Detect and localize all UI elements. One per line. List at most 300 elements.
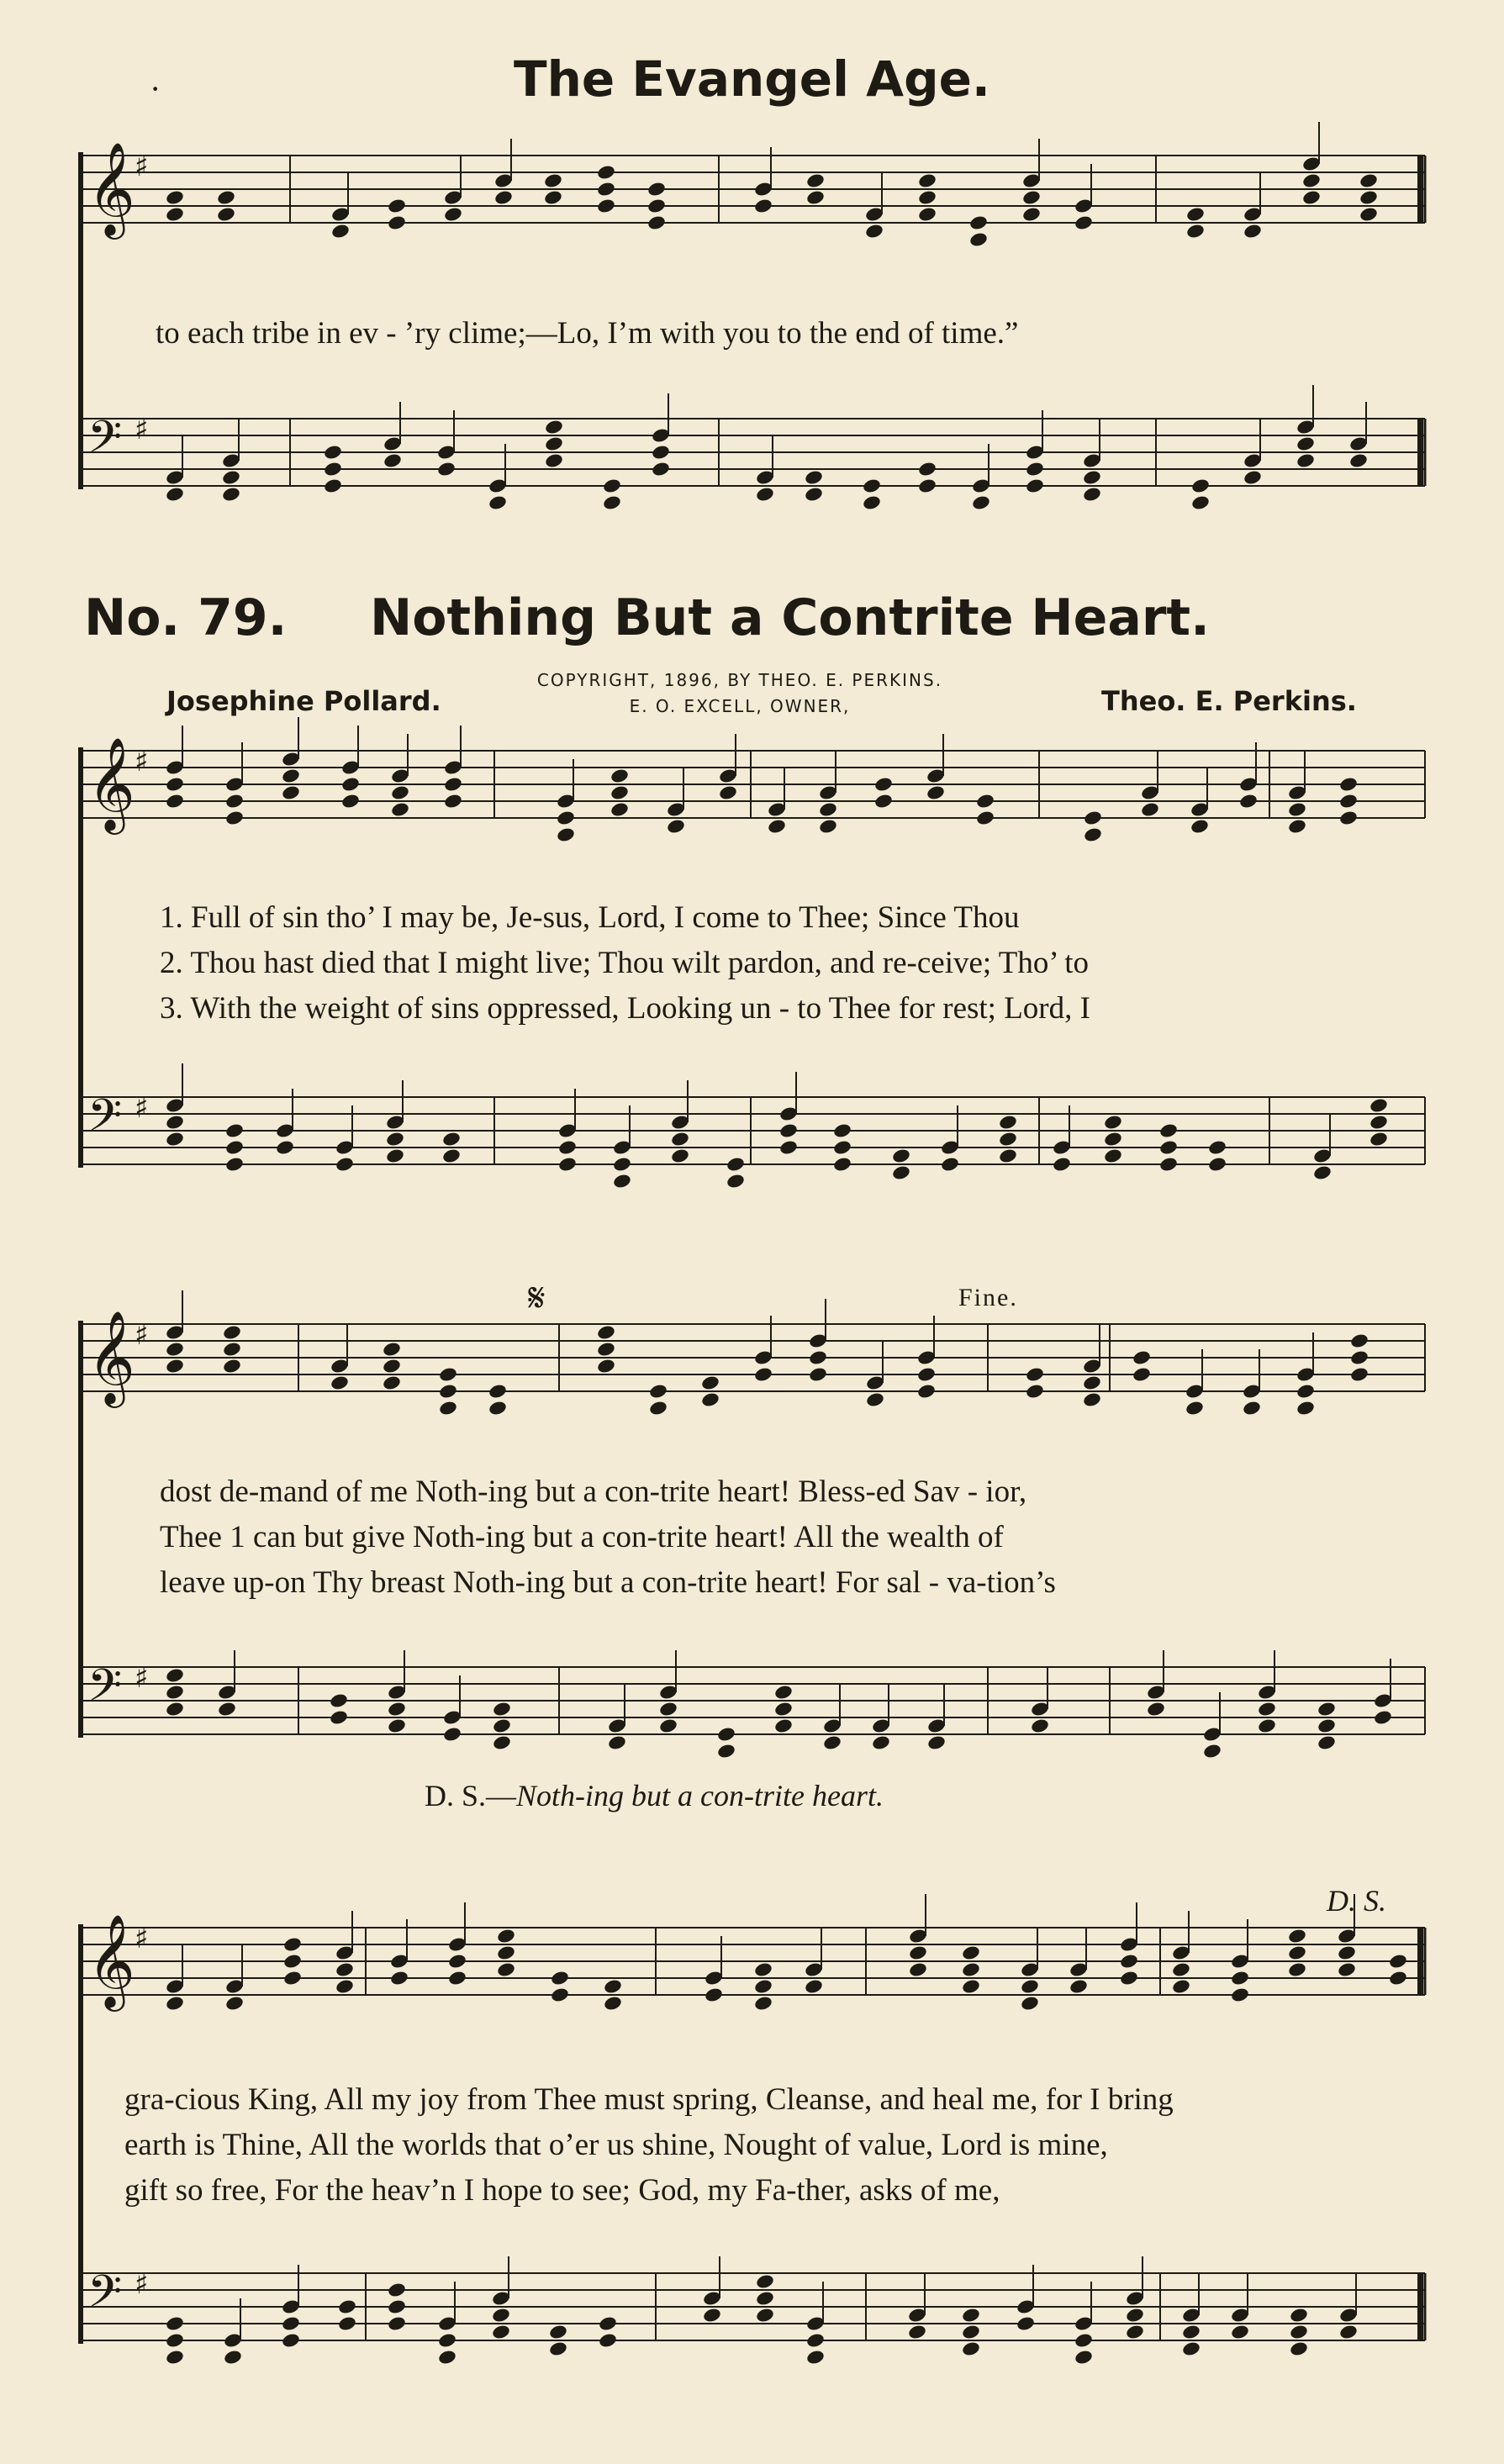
note-head [916,1366,937,1383]
note-head [556,826,576,843]
note-head [1181,2340,1201,2357]
note-head [550,1987,570,2003]
note-head [778,1122,799,1139]
final-barline [1417,1928,1423,1995]
system2-verse-1: dost de-mand of me Noth-ing but a con-trite heart! Bless-ed Sav - ior, [160,1475,1027,1509]
note-head [165,776,185,793]
note-head [323,444,343,461]
note-head [1021,189,1042,206]
note-head [1016,2315,1036,2332]
note-head [1301,189,1322,206]
note-head [1289,2340,1309,2357]
note-head [646,214,667,231]
note-head [382,1341,402,1358]
bass-clef-icon: 𝄢 [87,2266,123,2329]
note-head [646,198,667,214]
note-head [1337,1961,1357,1978]
note-head [335,1156,355,1173]
note-head [488,1383,508,1400]
note-head [385,1148,405,1164]
note-head [496,1928,516,1944]
note-head [1257,1701,1277,1717]
note-head [492,1717,512,1734]
note-head [383,452,403,469]
note-head [753,1961,773,1978]
note-head [491,2307,511,2324]
note-head [1103,1114,1123,1131]
note-head [596,1358,616,1374]
note-head [1317,1717,1337,1734]
note-head [1082,486,1102,503]
segno-sign: 𝄋 [528,1276,546,1321]
note-head [492,1734,512,1751]
note-head [390,801,410,818]
note-head [488,1400,508,1417]
note-head [726,1156,746,1173]
note-head [862,494,882,511]
note-head [165,793,185,810]
final-barline [1417,419,1423,486]
treble-clef-icon: 𝄞 [87,141,135,235]
system3-verse-2: earth is Thine, All the worlds that o’er us shine, Nought of value, Lord is mine, [124,2128,1108,2162]
note-head [1296,1383,1316,1400]
note-head [1069,1978,1089,1995]
note-head [598,2332,618,2349]
note-head [1202,1743,1222,1760]
note-head [917,189,937,206]
note-head [670,1148,690,1164]
note-head [916,1383,937,1400]
note-head [602,494,622,511]
final-barline [1417,2273,1423,2340]
note-head [651,444,671,461]
note-head [1181,2324,1201,2340]
note-head [1020,1995,1040,2012]
system3-verse-3: gift so free, For the heav’n I hope to see; God, my Fa-ther, asks of me, [124,2173,1000,2208]
note-head [1317,1734,1337,1751]
note-head [337,2315,357,2332]
note-head [493,189,514,206]
note-head [1301,172,1322,189]
note-head [917,461,937,477]
key-signature-sharp-icon: ♯ [135,1091,149,1125]
note-head [666,818,686,835]
note-head [975,793,995,810]
note-head [755,2307,775,2324]
note-head [598,2315,618,2332]
note-head [1388,1970,1408,1987]
note-head [281,784,301,801]
note-head [165,1684,185,1701]
note-head [224,1122,245,1139]
note-head [940,1156,960,1173]
note-head [607,1734,627,1751]
ds-prefix: D. S.— [425,1779,517,1812]
note-head [1083,826,1103,843]
note-head [1021,206,1042,223]
note-head [1317,1701,1337,1717]
note-head [961,1944,981,1961]
note-head [165,1114,185,1131]
note-head [543,189,563,206]
note-head [385,1131,405,1148]
note-head [447,1970,467,1987]
note-head [491,2324,511,2340]
prev-hymn-lyric: to each tribe in ev - ’ry clime;—Lo, I’m with you to the end of time.” [156,316,1019,351]
note-head [1296,1400,1316,1417]
note-head [1243,223,1263,240]
note-head [437,2332,457,2349]
note-head [390,784,410,801]
note-head [1207,1139,1227,1156]
note-head [1388,1953,1408,1970]
key-signature-sharp-icon: ♯ [135,413,149,446]
note-head [224,793,245,810]
note-head [441,1131,462,1148]
note-head [700,1391,720,1408]
note-head [438,1383,458,1400]
ds-marker: D. S. [1327,1884,1386,1918]
system2-verse-3: leave up-on Thy breast Noth-ing but a con-trite heart! For sal - va-tion’s [160,1565,1056,1600]
note-head [602,477,622,494]
note-head [1190,494,1211,511]
note-head [1338,2324,1359,2340]
bass-clef-icon: 𝄢 [87,1660,123,1723]
note-head [704,1987,724,2003]
bass-clef-icon: 𝄢 [87,1090,123,1153]
note-head [492,1701,512,1717]
note-head [891,1164,911,1181]
note-head [1243,469,1263,486]
note-head [1296,452,1316,469]
page-header: The Evangel Age. [514,50,990,108]
note-head [437,2349,457,2366]
note-head [1369,1114,1389,1131]
note-head [805,2332,826,2349]
note-head [1287,1961,1307,1978]
note-head [222,1324,242,1341]
note-head [1230,1970,1250,1987]
copyright-line-1: COPYRIGHT, 1896, BY THEO. E. PERKINS. [536,670,943,690]
note-head [224,1139,245,1156]
note-head [998,1114,1018,1131]
note-head [646,181,667,198]
note-head [864,223,884,240]
note-head [1359,189,1379,206]
note-head [544,419,564,435]
note-head [1020,1978,1040,1995]
note-head [926,784,946,801]
note-head [337,2298,357,2315]
note-head [387,2315,407,2332]
note-head [1338,776,1359,793]
note-head [718,784,738,801]
note-head [447,1953,467,1970]
note-head [818,818,838,835]
note-head [818,801,838,818]
hymn-number: No. 79. [84,588,288,647]
note-head [217,1701,237,1717]
note-head [335,1961,355,1978]
note-head [443,793,463,810]
note-head [1287,818,1307,835]
note-head [778,1139,799,1156]
key-signature-sharp-icon: ♯ [135,745,149,778]
note-head [596,1324,616,1341]
note-head [544,435,564,452]
note-head [804,469,824,486]
note-head [1132,1366,1152,1383]
note-head [165,206,185,223]
note-head [1289,2324,1309,2340]
note-head [1242,1400,1262,1417]
note-head [438,1366,458,1383]
note-head [610,768,630,784]
note-head [805,172,826,189]
note-head [908,1944,928,1961]
note-head [556,810,576,826]
note-head [603,1995,623,2012]
treble-clef-icon: 𝄞 [87,1310,135,1404]
note-head [596,1341,616,1358]
note-head [216,206,236,223]
note-head [1052,1156,1072,1173]
note-head [222,1358,242,1374]
note-head [1207,1156,1227,1173]
lyricist-credit: Josephine Pollard. [166,685,441,717]
note-head [603,1978,623,1995]
note-head [548,2324,568,2340]
note-head [917,477,937,494]
note-head [323,461,343,477]
note-head [221,469,241,486]
note-head [1190,477,1211,494]
note-head [165,189,185,206]
note-head [871,1734,891,1751]
note-head [1082,1391,1102,1408]
note-head [1373,1709,1393,1726]
note-head [753,1995,773,2012]
note-head [165,1995,185,2012]
note-head [550,1970,570,1987]
note-head [755,2273,775,2290]
note-head [832,1139,852,1156]
note-head [1146,1701,1166,1717]
note-head [968,214,989,231]
note-head [755,2290,775,2307]
hymn-title: Nothing But a Contrite Heart. [370,588,1210,647]
note-head [596,181,616,198]
treble-clef-icon: 𝄞 [87,1913,135,2008]
note-head [873,776,894,793]
note-head [1030,1717,1050,1734]
note-head [443,776,463,793]
note-head [387,2298,407,2315]
key-signature-sharp-icon: ♯ [135,1661,149,1695]
note-head [1125,2307,1145,2324]
note-head [544,452,564,469]
system1-verse-2: 2. Thou hast died that I might live; Thou wilt pardon, and re-ceive; Tho’ to [160,946,1089,980]
note-head [1349,1366,1369,1383]
note-head [1158,1156,1179,1173]
note-head [1185,223,1206,240]
note-head [1171,1961,1191,1978]
note-head [702,2307,722,2324]
note-head [865,1391,885,1408]
note-head [387,1717,407,1734]
note-head [1140,801,1160,818]
note-head [648,1400,668,1417]
note-head [165,1131,185,1148]
note-head [1119,1970,1139,1987]
note-head [651,461,671,477]
note-head [1289,2307,1309,2324]
note-head [1132,1349,1152,1366]
key-signature-sharp-icon: ♯ [135,1318,149,1352]
note-head [908,1961,928,1978]
note-head [1348,452,1369,469]
note-head [961,2307,981,2324]
note-head [1287,1928,1307,1944]
note-head [275,1139,295,1156]
note-head [382,1374,402,1391]
note-head [1238,793,1259,810]
note-head [557,1156,578,1173]
note-head [971,494,991,511]
note-head [596,198,616,214]
note-head [805,189,826,206]
note-head [165,1667,185,1684]
note-head [961,1961,981,1978]
note-head [832,1156,852,1173]
note-head [1185,1400,1205,1417]
note-head [767,818,787,835]
note-head [832,1122,852,1139]
note-head [1103,1148,1123,1164]
note-head [926,1734,947,1751]
note-head [1119,1953,1139,1970]
note-head [808,1366,828,1383]
note-head [335,1978,355,1995]
key-signature-sharp-icon: ♯ [135,1922,149,1955]
note-head [330,223,351,240]
note-head [1312,1164,1332,1181]
note-head [438,1400,458,1417]
note-head [1171,1978,1191,1995]
note-head [610,801,630,818]
note-head [387,198,407,214]
note-head [998,1131,1018,1148]
note-head [968,231,989,248]
note-head [1158,1139,1179,1156]
note-head [862,477,882,494]
note-head [700,1374,720,1391]
copyright-line-2: E. O. EXCELL, OWNER, [629,696,851,716]
note-head [961,2340,981,2357]
note-head [165,2349,185,2366]
note-head [496,1944,516,1961]
note-head [773,1701,794,1717]
note-head [281,768,301,784]
note-head [382,1358,402,1374]
note-head [612,1173,632,1190]
note-head [1025,1366,1045,1383]
note-head [917,206,937,223]
note-head [223,2349,243,2366]
note-head [282,1953,303,1970]
note-head [1287,1944,1307,1961]
note-head [753,198,773,214]
note-head [1349,1332,1369,1349]
note-head [548,2340,568,2357]
note-head [891,1148,911,1164]
note-head [282,1970,303,1987]
note-head [165,1358,185,1374]
note-head [329,1692,349,1709]
note-head [387,214,407,231]
note-head [822,1734,842,1751]
bass-clef-icon: 𝄢 [87,412,123,474]
note-head [441,1148,462,1164]
key-signature-sharp-icon: ♯ [135,2267,149,2301]
note-head [330,1374,350,1391]
system2-verse-2: Thee 1 can but give Noth-ing but a con-trite heart! All the wealth of [160,1520,1004,1554]
fine-marker: Fine. [958,1284,1018,1311]
note-head [165,1341,185,1358]
note-head [773,1717,794,1734]
note-head [1338,810,1359,826]
key-signature-sharp-icon: ♯ [135,150,149,183]
note-head [610,784,630,801]
note-head [224,1156,245,1173]
system1-verse-3: 3. With the weight of sins oppressed, Looking un - to Thee for rest; Lord, I [160,991,1090,1026]
note-head [658,1717,678,1734]
note-head [557,1139,578,1156]
note-head [805,2349,826,2366]
note-head [596,164,616,181]
note-head [998,1148,1018,1164]
note-head [961,2324,981,2340]
note-head [1158,1122,1179,1139]
system3-verse-1: gra-cious King, All my joy from Thee must spring, Cleanse, and heal me, for I bring [124,2082,1174,2117]
note-head [773,1684,794,1701]
note-head [1074,2332,1094,2349]
note-head [1257,1717,1277,1734]
note-head [543,172,563,189]
note-head [1025,477,1045,494]
note-head [1369,1131,1389,1148]
note-head [323,477,343,494]
note-head [224,1995,245,2012]
note-head [648,1383,668,1400]
note-head [804,486,824,503]
margin-dot: · [150,70,161,108]
note-head [1296,435,1316,452]
note-head [1025,461,1045,477]
note-head [281,2332,301,2349]
note-head [1082,469,1102,486]
note-head [804,1978,824,1995]
note-head [1349,1349,1369,1366]
note-head [1190,818,1210,835]
note-head [726,1173,746,1190]
ds-refrain-text: Noth-ing but a con-trite heart. [516,1779,884,1812]
note-head [1337,1944,1357,1961]
note-head [436,461,456,477]
note-head [1074,214,1094,231]
note-head [670,1131,690,1148]
note-head [1083,810,1103,826]
